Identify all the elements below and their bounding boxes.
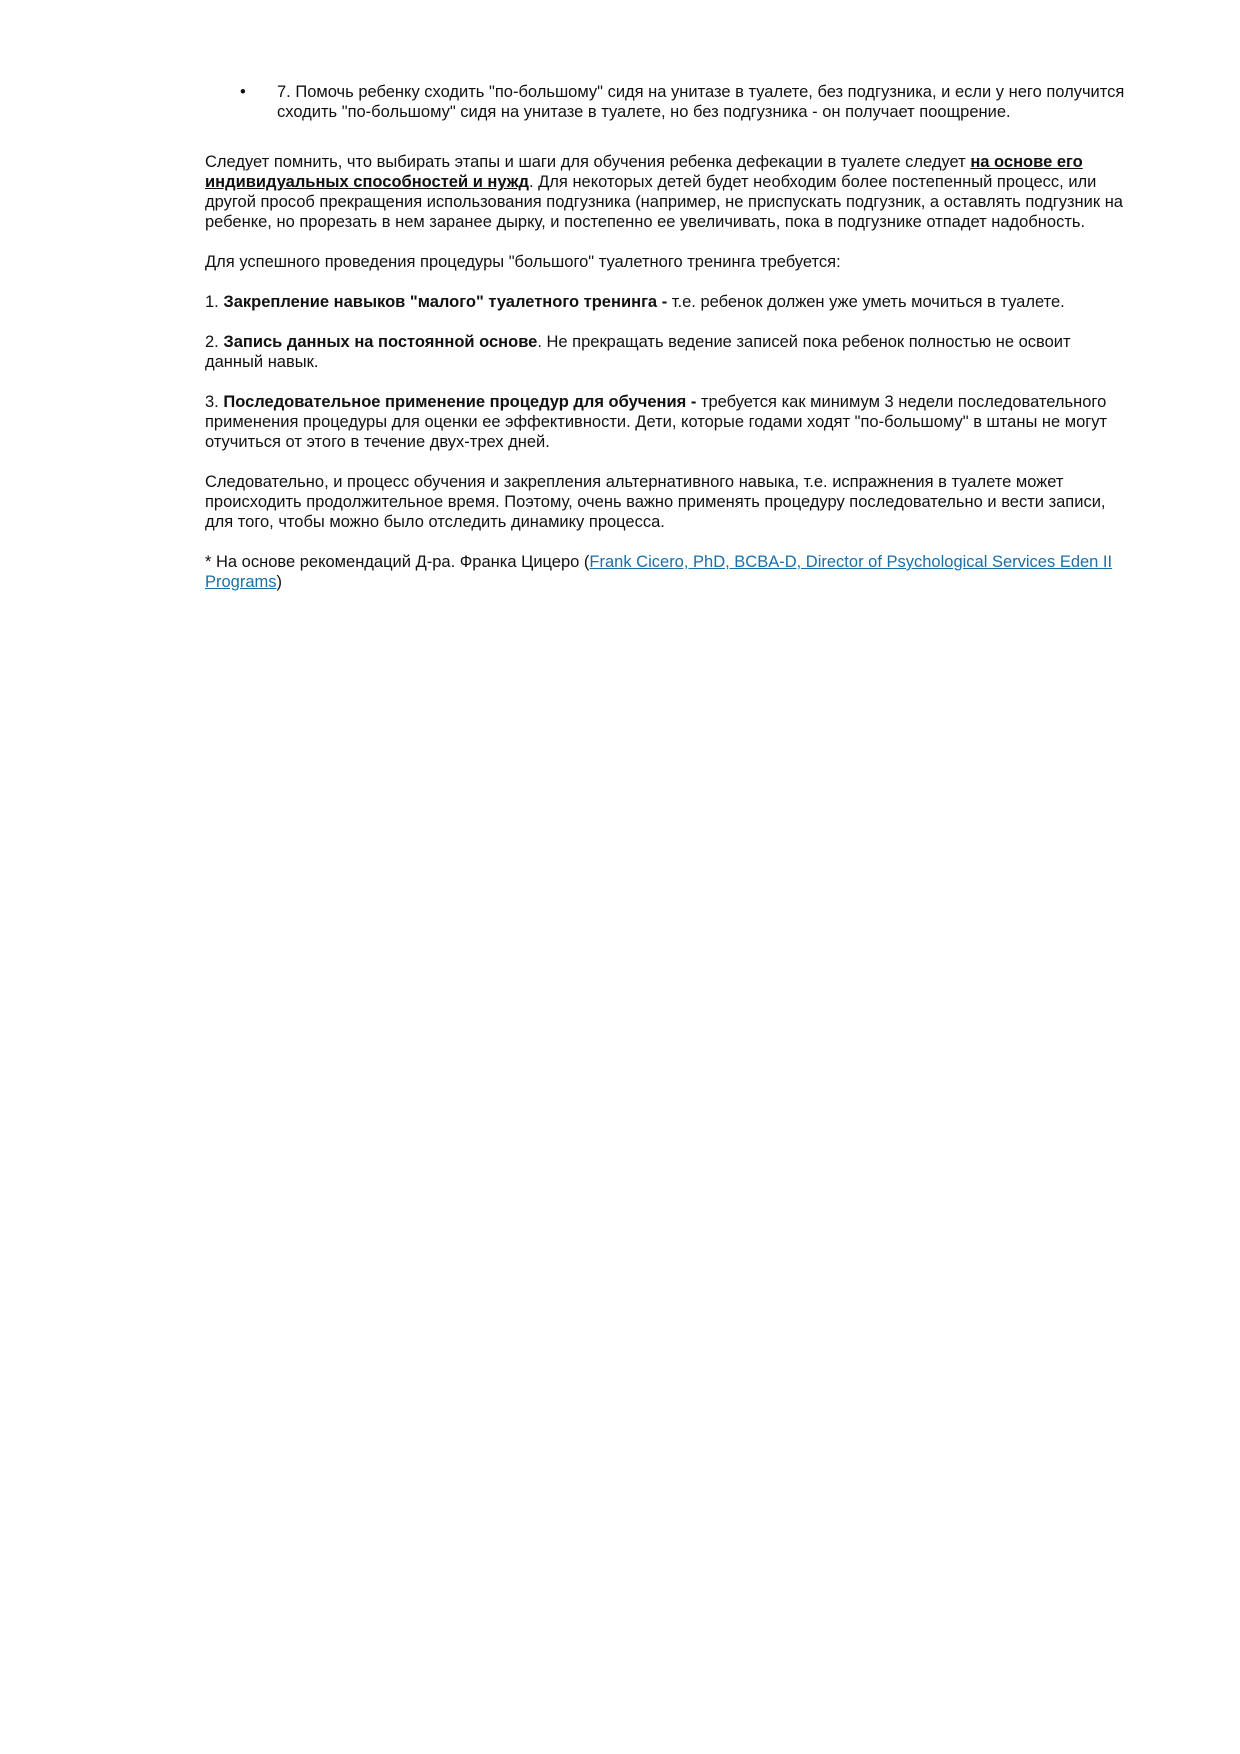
paragraph-requirements-intro: Для успешного проведения процедуры "большого" туалетного тренинга требуется:: [205, 253, 841, 271]
list-item-7: [240, 82, 1125, 122]
document-page: [205, 82, 1125, 612]
emphasis-text: на основе его индивидуальных способностей и нужд: [205, 153, 1083, 191]
requirement-1: 1. Закрепление навыков "малого" туалетного тренинга - т.е. ребенок должен уже уметь мочиться в туалете.: [205, 293, 1065, 311]
requirement-2-title: Запись данных на постоянной основе: [223, 333, 538, 351]
requirement-3-title: Последовательное применение процедур для обучения -: [223, 393, 697, 411]
requirement-3: 3. Последовательное применение процедур для обучения - требуется как минимум 3 недели последовательного применения процедуры для оценки ее эффективности. Дети, которые годами ходят "по-большому" в штаны не могут отучиться от этого в течение двух-трех дней.: [205, 393, 1108, 451]
paragraph-individual-approach: Следует помнить, что выбирать этапы и шаги для обучения ребенка дефекации в туалете следует на основе его индивидуальных способностей и нужд. Для некоторых детей будет необходим более постепенный процесс, или другой прособ прекращения использования подгузника (например, не приспускать подгузник, а оставлять подгузник на ребенке, но прорезать в нем заранее дырку, и постепенно ее увеличивать, пока в подгузнике отпадет надобность.: [205, 153, 1123, 231]
source-link[interactable]: Frank Cicero, PhD, BCBA-D, Director of Psychological Services Eden II Programs: [205, 553, 1113, 591]
requirement-2: 2. Запись данных на постоянной основе. Не прекращать ведение записей пока ребенок полностью не освоит данный навык.: [205, 333, 1071, 371]
footnote: * На основе рекомендаций Д-ра. Франка Цицеро (Frank Cicero, PhD, BCBA-D, Director of Psychological Services Eden II Programs): [205, 553, 1113, 591]
list-item-text: 7. Помочь ребенку сходить "по-большому" сидя на унитазе в туалете, без подгузника, и если у него получится сходить "по-большому" сидя на унитазе в туалете, но без подгузника - он получает поощрение.: [277, 83, 1125, 121]
bullet-icon: •: [240, 83, 246, 101]
paragraph-conclusion: Следовательно, и процесс обучения и закрепления альтернативного навыка, т.е. испражнения в туалете может происходить продолжительное время. Поэтому, очень важно применять процедуру последовательно и вести записи, для того, чтобы можно было отследить динамику процесса.: [205, 473, 1106, 531]
requirement-1-title: Закрепление навыков "малого" туалетного тренинга -: [223, 293, 668, 311]
